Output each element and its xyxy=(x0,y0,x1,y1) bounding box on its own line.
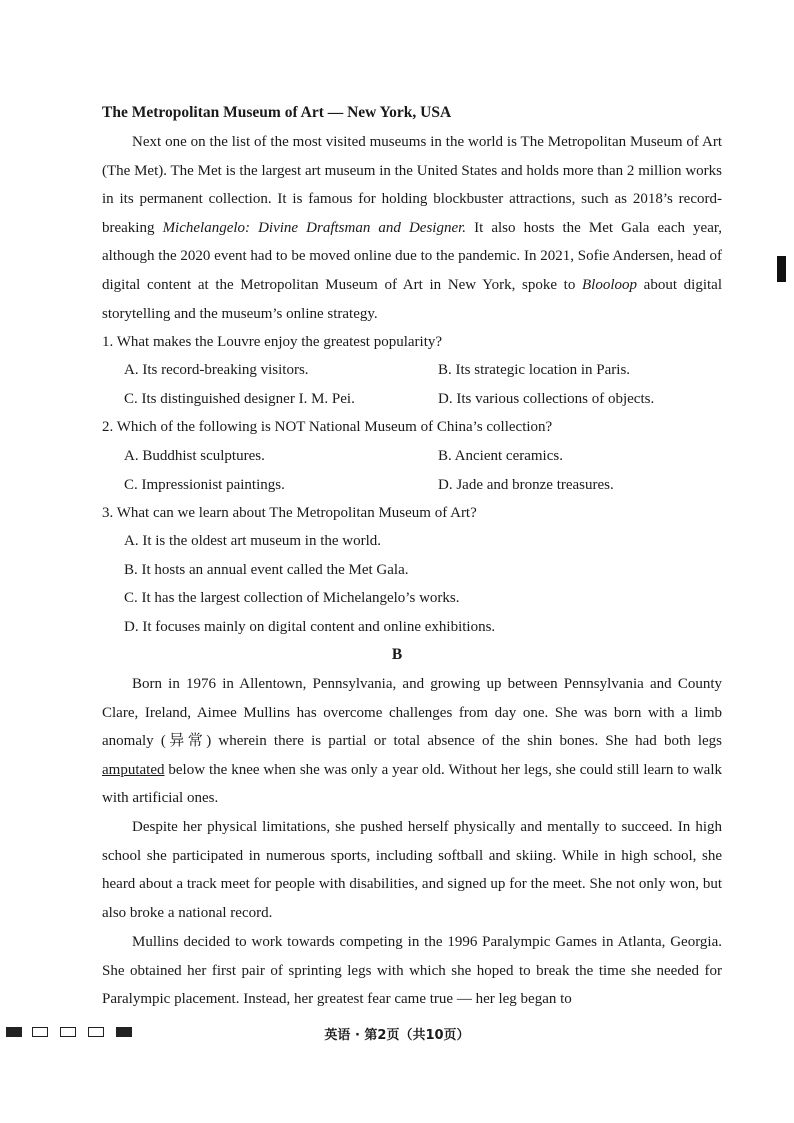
exhibition-title: Michelangelo: Divine Draftsman and Designer. xyxy=(162,219,467,236)
question-1-option-c: C. Its distinguished designer I. M. Pei. xyxy=(124,391,355,407)
question-2-stem: 2. Which of the following is NOT National Museum of China’s collection? xyxy=(102,419,553,435)
question-3-option-d: D. It focuses mainly on digital content and online exhibitions. xyxy=(124,619,496,635)
publication-name: Blooloop xyxy=(582,276,638,293)
passage-b-text-1: Born in 1976 in Allentown, Pennsylvania, and growing up between Pennsylvania and County Clare, Ireland, Aimee Mullins has overcome challenges from day one. She was born with a limb anomaly (异常) wherein there is partial or total absence of the shin bones. She had both legs xyxy=(102,676,722,750)
section-heading: The Metropolitan Museum of Art — New York, USA xyxy=(102,104,452,121)
question-2-option-d: D. Jade and bronze treasures. xyxy=(438,477,614,493)
passage-a-text-1: Next one on the list of the most visited museums in the world is The Metropolitan Museum of Art (The Met). The Met is the largest art museum in the United States and holds more than 2 million works in its permanent collection. It is famous for holding blockbuster attractions, such as 2018’s record-breaking xyxy=(102,134,722,236)
question-2-option-a: A. Buddhist sculptures. xyxy=(124,448,265,464)
question-3-stem: 3. What can we learn about The Metropolitan Museum of Art? xyxy=(102,505,477,521)
passage-b-paragraph-3: Mullins decided to work towards competing in the 1996 Paralympic Games in Atlanta, Georgia. She obtained her first pair of sprinting legs with which she hoped to break the time she needed for Paralympic placement. Instead, her greatest fear came true — her leg began to xyxy=(102,934,722,1008)
question-1-option-a: A. Its record-breaking visitors. xyxy=(124,362,309,378)
passage-a-text-2: It also hosts the Met Gala each year, although the 2020 event had to be moved online due to the pandemic. In 2021, Sofie Andersen, head of digital content at the Metropolitan Museum of Art in New York, spoke to xyxy=(102,219,723,293)
question-3-option-b: B. It hosts an annual event called the Met Gala. xyxy=(124,562,409,578)
section-letter: B xyxy=(391,646,403,663)
underlined-word: amputated xyxy=(102,761,165,778)
question-1-option-b: B. Its strategic location in Paris. xyxy=(438,362,631,378)
passage-a-paragraph xyxy=(102,128,722,328)
question-1-stem: 1. What makes the Louvre enjoy the greatest popularity? xyxy=(102,334,443,350)
question-3-option-a: A. It is the oldest art museum in the world. xyxy=(124,533,382,549)
margin-mark xyxy=(777,256,786,282)
passage-b-paragraph-2: Despite her physical limitations, she pushed herself physically and mentally to succeed. In high school she participated in numerous sports, including softball and skiing. While in high school, she heard about a track meet for people with disabilities, and signed up for the meet. She not only won, but also broke a national record. xyxy=(102,819,722,921)
question-2-option-b: B. Ancient ceramics. xyxy=(438,448,563,464)
question-1-option-d: D. Its various collections of objects. xyxy=(438,391,655,407)
question-3-option-c: C. It has the largest collection of Michelangelo’s works. xyxy=(124,590,460,606)
question-2-option-c: C. Impressionist paintings. xyxy=(124,477,285,493)
passage-b-paragraph-1 xyxy=(102,670,722,813)
page-footer: 英语 · 第2页（共10页） xyxy=(324,1028,470,1043)
passage-b-text-2: below the knee when she was only a year old. Without her legs, she could still learn to walk with artificial ones. xyxy=(102,761,722,807)
passage-a-text-3: about digital storytelling and the museum’s online strategy. xyxy=(102,276,723,322)
